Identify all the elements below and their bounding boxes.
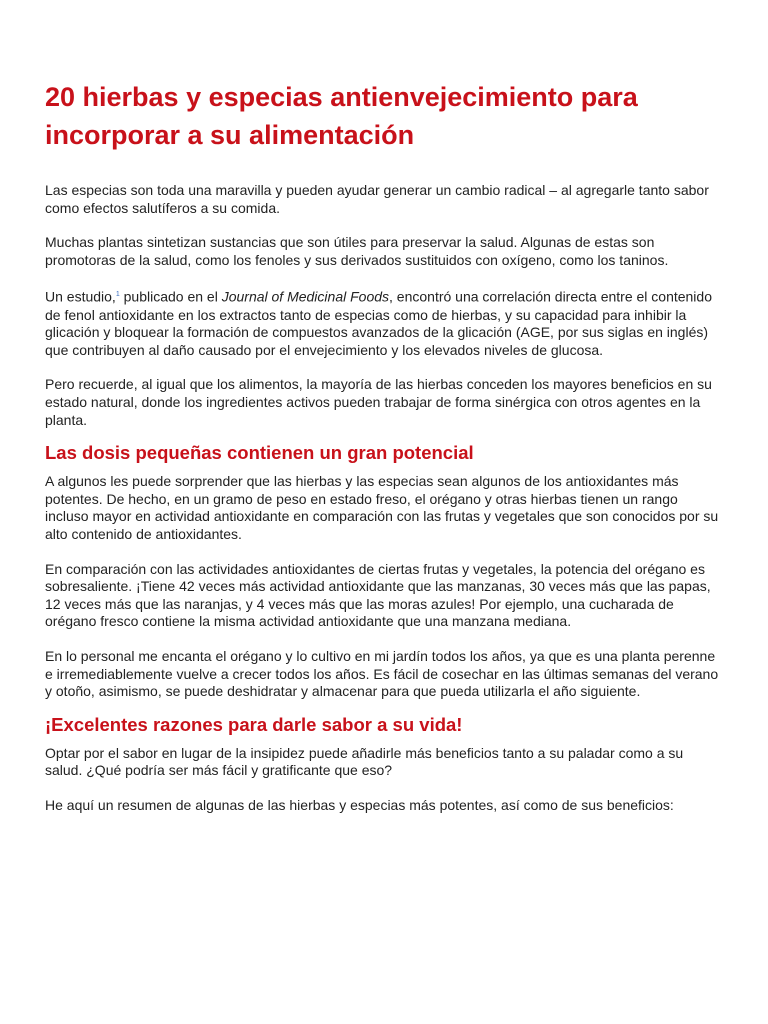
intro-paragraph-1: Las especias son toda una maravilla y pueden ayudar generar un cambio radical – al agregarle tanto sabor como efectos salutíferos a su comida. <box>45 182 709 216</box>
article-title: 20 hierbas y especias antienvejecimiento para incorporar a su alimentación <box>45 82 638 150</box>
section1-paragraph-2: En comparación con las actividades antioxidantes de ciertas frutas y vegetales, la potencia del orégano es sobresaliente. ¡Tiene 42 veces más actividad antioxidante que las manzanas, 30 veces más que las papas, 12 veces más que las naranjas, y 4 veces más que las moras azules! Por ejemplo, una cucharada de orégano fresco contiene la misma actividad antioxidante que una manzana mediana. <box>45 560 711 630</box>
section2-paragraph-2: He aquí un resumen de algunas de las hierbas y especias más potentes, así como de sus beneficios: <box>45 796 674 813</box>
study-prefix: Un estudio, <box>45 289 116 306</box>
intro-closing-paragraph: Pero recuerde, al igual que los alimentos, la mayoría de las hierbas conceden los mayores beneficios en su estado natural, donde los ingredientes activos pueden trabajar de forma sinérgica con otros agentes en la planta. <box>45 376 712 428</box>
study-middle: publicado en el <box>119 289 222 306</box>
section-heading-reasons: ¡Excelentes razones para darle sabor a su vida! <box>45 713 463 735</box>
section2-paragraph-1: Optar por el sabor en lugar de la insipidez puede añadirle más beneficios tanto a su paladar como a su salud. ¿Qué podría ser más fácil y gratificante que eso? <box>45 744 684 779</box>
reference-link[interactable]: 1 <box>115 291 120 299</box>
study-paragraph <box>45 286 724 359</box>
section-heading-small-doses: Las dosis pequeñas contienen un gran potencial <box>45 442 474 464</box>
journal-name: Journal of Medicinal Foods <box>221 289 390 306</box>
section1-paragraph-1: A algunos les puede sorprender que las hierbas y las especias sean algunos de los antioxidantes más potentes. De hecho, en un gramo de peso en estado freso, el orégano y otras hierbas tienen un rango incluso mayor en actividad antioxidante en comparación con las frutas y vegetales que son conocidos por su alto contenido de antioxidantes. <box>45 473 719 542</box>
intro-paragraph-2: Muchas plantas sintetizan sustancias que son útiles para preservar la salud. Algunas de estas son promotoras de la salud, como los fenoles y sus derivados sustituidos con oxígeno, como los taninos. <box>45 234 669 268</box>
study-suffix: , encontró una correlación directa entre el contenido de fenol antioxidante en los extractos tanto de especias como de hierbas, y su capacidad para inhibir la glicación y bloquear la formación de compuestos avanzados de la glicación (AGE, por sus siglas en inglés) que contribuyen al daño causado por el envejecimiento y los elevados niveles de glucosa. <box>45 289 712 358</box>
section1-paragraph-3: En lo personal me encanta el orégano y lo cultivo en mi jardín todos los años, ya que es una planta perenne e irremediablemente vuelve a crecer todos los años. Es fácil de cosechar en las últimas semanas del verano y otoño, asimismo, se puede deshidratar y almacenar para que pueda utilizarla el año siguiente. <box>45 647 719 700</box>
